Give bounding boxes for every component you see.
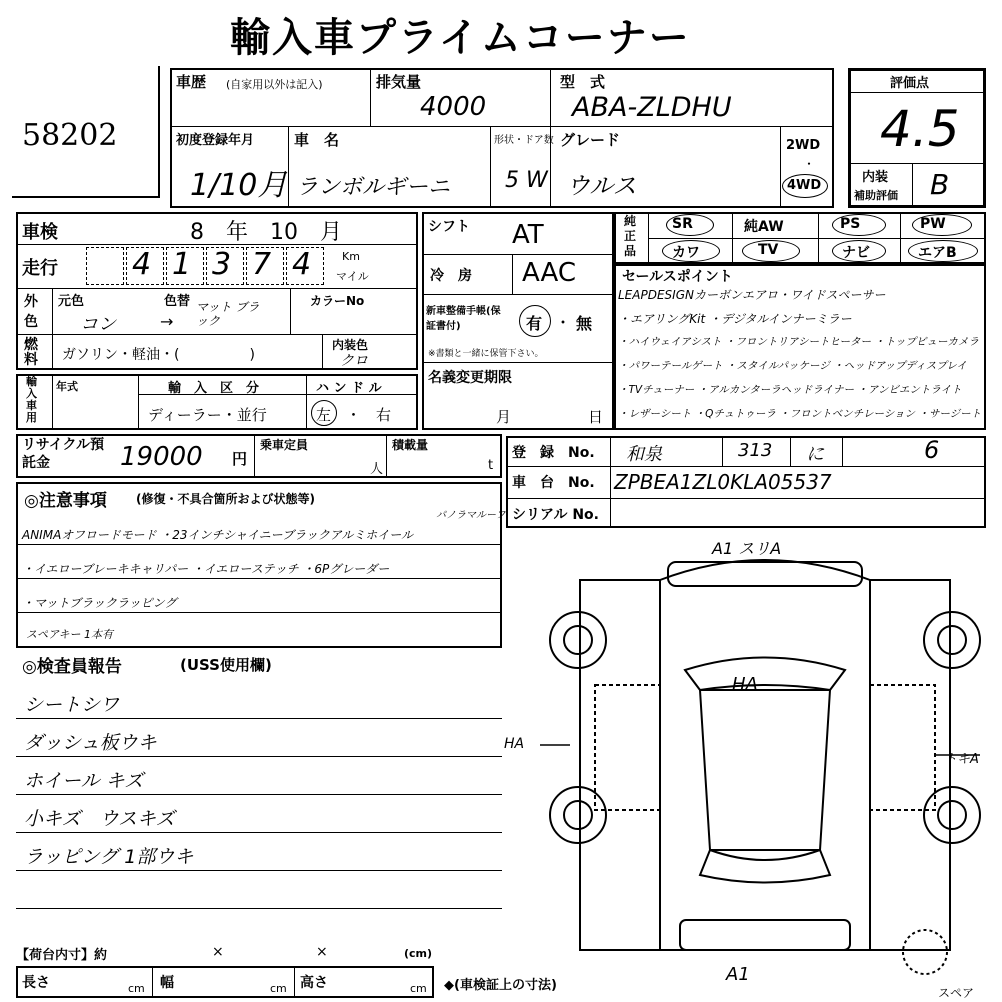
shape-door-value: 5 W [505,168,548,193]
displacement-value: 4000 [420,92,487,122]
inspector-line: ホイール キズ [24,770,144,792]
score-label: 評価点 [890,76,930,91]
capacity-unit: 人 [370,462,384,477]
genuine-item: PS [840,216,861,232]
spare-tire-circle [903,930,947,974]
name-change-day: 日 [588,408,604,426]
genuine-item: 純AW [744,219,784,235]
color-no-label: カラーNo [310,294,365,308]
sales-point-line: ・ハイウェイアシスト ・フロントリアシートヒーター ・トップビューカメラ [618,336,979,348]
ac-value: AAC [522,258,576,288]
recycle-yen: 円 [232,450,248,468]
first-registration-value: 1/10月 [190,168,288,203]
handle-label: ハ ン ド ル [316,381,382,396]
first-registration-label: 初度登録年月 [176,133,255,148]
car-name-value: ランボルギーニ [296,175,451,200]
dimension-cm: (cm) [404,947,433,960]
capacity-label: 乗車定員 [260,438,309,452]
sales-point-line: ・パワーテールゲート ・スタイルパッケージ ・ヘッドアップディスプレイ [618,360,967,372]
load-unit: t [488,458,494,473]
import-category-value: ディーラー・並行 [148,406,267,424]
mileage-digit-boxes [86,247,330,285]
dimensions-note: ◆(車検証上の寸法) [444,978,557,993]
cargo-label: 【荷台内寸】約 [16,948,108,963]
car-name-label: 車 名 [294,131,340,149]
genuine-item: ナビ [842,245,870,261]
sales-point-line: ・TVチューナー ・アルカンターラヘッドライナー ・アンビエントライト [618,384,962,396]
height-label: 高さ [300,975,328,991]
chassis-label: 車 台 No. [512,475,595,491]
inspector-line: ダッシュ板ウキ [24,732,157,754]
manual-note: ※書類と一緒に保管下さい。 [428,349,544,359]
height-unit: cm [410,982,427,995]
original-color-value: コン [80,314,116,335]
history-note: (自家用以外は記入) [226,78,323,91]
interior-score-value: B [930,168,950,201]
genuine-label: 純正品 [624,214,637,258]
diagram-hood-label: HA [732,674,758,695]
genuine-item: TV [758,242,779,258]
registration-label: 登 録 No. [512,445,595,461]
color-arrow: → [160,312,174,331]
length-label: 長さ [22,975,50,991]
dimension-x-1: × [212,944,224,960]
manual-no: 無 [576,314,593,333]
color-change-label: 色替 [164,294,191,309]
shift-label: シフト [428,219,470,235]
registration-value: 313 [738,440,773,461]
original-color-label: 元色 [58,294,85,309]
history-label: 車歴 [176,73,207,91]
cautions-note: (修復・不具合箇所および状態等) [136,492,315,506]
mileage-digit: 4 [292,247,312,282]
interior-score-label-1: 内装 [862,170,889,185]
interior-color-label: 内装色 [332,338,369,352]
genuine-item: SR [672,216,693,232]
model-year-label: 年式 [56,380,78,393]
page-title: 輸入車プライムコーナー [230,15,691,61]
rear-left-wheel [550,787,606,843]
caution-side-note: パノラマルーフ [436,510,506,521]
dimensions-box [16,966,434,998]
exterior-color-label: 外色 [24,294,38,330]
diagram-bottom-label: A1 [726,964,750,985]
recycle-value: 19000 [120,442,203,472]
inspector-line: ラッピング 1部ウキ [24,846,194,868]
name-change-label: 名義変更期限 [428,370,512,386]
lot-number: 58202 [22,118,118,153]
mileage-digit: 1 [172,247,192,282]
mileage-unit-km: Km [342,250,360,263]
displacement-label: 排気量 [376,73,422,91]
sales-point-line: ・エアリングKit ・デジタルインナーミラー [618,312,852,326]
genuine-item: エアB [918,245,957,261]
grade-value: ウルス [566,172,637,200]
drive-2wd: 2WD [786,138,821,153]
caution-line: ・イエローブレーキキャリパー ・イエローステッチ ・6Pグレーダー [22,562,390,576]
registration-value: 和泉 [626,444,662,465]
caution-line: ANIMAオフロードモード ・23インチシャイニーブラックアルミホイール [22,528,414,542]
inspection-value: 8 年 10 月 [190,220,342,245]
genuine-item: カワ [672,245,700,261]
diagram-right-label: トキA [944,752,979,767]
width-unit: cm [270,982,287,995]
import-category-label: 輸 入 区 分 [168,381,260,396]
drive-4wd: 4WD [787,178,822,193]
registration-value: 6 [924,436,940,464]
diagram-top-label: A1 スリA [712,539,782,558]
spare-label: スペア [938,986,975,1000]
width-label: 幅 [160,975,174,991]
registration-value: に [806,444,824,465]
inspector-line: 小キズ ウスキズ [24,808,175,830]
dimension-x-2: × [316,944,328,960]
caution-line: ・マットブラックラッピング [22,596,177,610]
grade-label: グレード [560,131,621,149]
inspector-note: (USS使用欄) [180,656,272,674]
fuel-label: 燃料 [24,337,38,368]
manual-yes: 有 [526,314,543,333]
serial-label: シリアル No. [512,507,599,523]
handle-value: 左 ・ 右 [316,406,392,424]
import-label: 輸入車用 [26,375,37,424]
sales-points-label: セールスポイント [622,269,733,285]
mileage-label: 走行 [22,258,58,279]
rear-right-wheel [924,787,980,843]
inspection-label: 車検 [22,222,58,243]
model-code-label: 型 式 [560,73,606,91]
interior-color-value: クロ [340,353,368,369]
shape-door-label: 形状・ドア数 [494,135,554,146]
inspector-line: シートシワ [24,694,120,716]
fuel-value: ガソリン・軽油・( ) [62,347,255,363]
inspector-label: ◎検査員報告 [22,657,122,677]
front-left-wheel [550,612,606,668]
genuine-item: PW [920,216,946,232]
model-code-value: ABA-ZLDHU [572,92,732,123]
interior-score-label-2: 補助評価 [854,189,898,202]
cautions-label: ◎注意事項 [24,491,107,511]
sales-point-line: ・レザーシート ・Qチュトゥーラ ・フロントベンチレーション ・サージート [618,408,982,420]
mileage-digit: 4 [132,247,152,282]
diagram-left-label: HA [504,736,525,752]
car-diagram [540,540,990,980]
caution-line: スペアキー 1本有 [26,628,114,641]
length-unit: cm [128,982,145,995]
score-value: 4.5 [880,100,960,158]
ac-label: 冷 房 [430,268,472,284]
chassis-value: ZPBEA1ZL0KLA05537 [614,470,832,494]
shift-value: AT [512,220,544,250]
color-change-value: マット ブラック [196,300,260,328]
name-change-month: 月 [496,408,512,426]
recycle-label: リサイクル預託金 [22,437,105,471]
manual-label: 新車整備手帳(保証書付) [426,306,501,332]
mileage-unit-mile: マイル [336,270,369,283]
load-label: 積載量 [392,438,429,452]
front-right-wheel [924,612,980,668]
sales-point-line: LEAPDESIGNカーボンエアロ・ワイドスペーサー [618,288,886,302]
mileage-digit: 3 [212,247,232,282]
mileage-digit: 7 [252,247,272,282]
